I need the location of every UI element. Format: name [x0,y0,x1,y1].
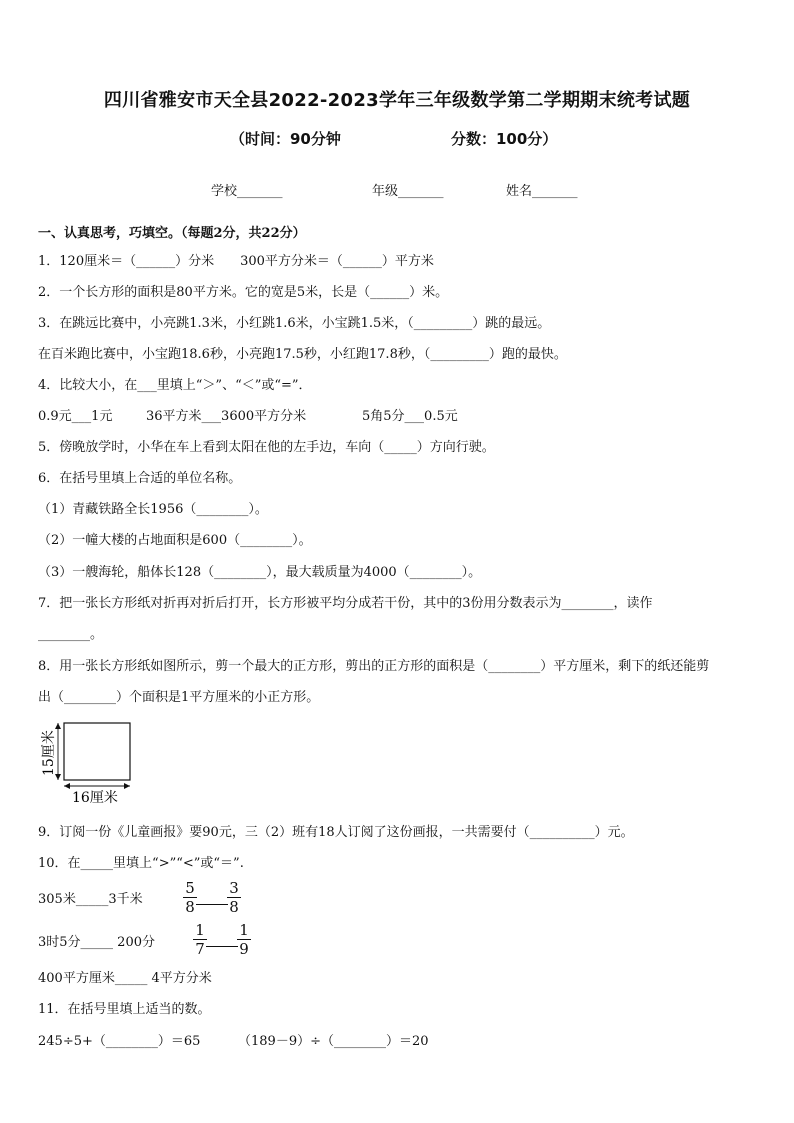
question-11a: 245÷5+（________）＝65 [38,1034,201,1049]
question-10: 10．在_____里填上“>”“<”或“＝”. [38,856,244,871]
question-9: 9．订阅一份《儿童画报》要90元，三（2）班有18人订阅了这份画报，一共需要付（__________）元。 [38,825,634,840]
question-4b: 36平方米___3600平方分米 [146,409,307,424]
question-2: 2．一个长方形的面积是80平方米。它的宽是5米，长是（______）米。 [38,285,449,300]
fraction-3-8 [227,879,241,916]
question-8a: 8．用一张长方形纸如图所示，剪一个最大的正方形，剪出的正方形的面积是（________）平方厘米，剩下的纸还能剪 [38,659,710,674]
fraction-1-7 [193,921,207,958]
fraction-denominator: 9 [239,940,249,958]
fraction-1-9 [237,921,251,958]
width-label: 16厘米 [72,790,118,806]
question-11: 11．在括号里填上适当的数。 [38,1002,211,1017]
fraction-numerator: 3 [229,879,239,897]
question-7a: 7．把一张长方形纸对折再对折后打开，长方形被平均分成若干份，其中的3份用分数表示为________，读作 [38,596,653,611]
fraction-denominator: 8 [185,898,195,916]
question-6c: （3）一艘海轮，船体长128（________），最大载质量为4000（________）。 [38,565,482,580]
question-4c: 5角5分___0.5元 [362,409,458,424]
question-4a: 0.9元___1元 [38,409,113,424]
fraction-5-8 [183,879,197,916]
rectangle-figure [38,718,138,808]
question-6a: （1）青藏铁路全长1956（________）。 [38,502,268,517]
question-6b: （2）一幢大楼的占地面积是600（________）。 [38,533,312,548]
height-label: 15厘米 [41,730,57,776]
question-10a: 305米_____3千米 [38,892,143,907]
exam-title: 四川省雅安市天全县2022-2023学年三年级数学第二学期期末统考试题 [103,90,691,111]
fraction-numerator: 1 [195,921,205,939]
question-1: 1．120厘米＝（______）分米 300平方分米＝（______）平方米 [38,254,434,269]
fraction-denominator: 8 [229,898,239,916]
school-field[interactable]: 学校_______ [211,184,283,199]
question-10b: 3时5分_____ 200分 [38,935,155,950]
question-7b: ________。 [38,627,104,642]
question-8b: 出（________）个面积是1平方厘米的小正方形。 [38,690,320,705]
comparison-blank[interactable] [206,946,238,947]
exam-time: （时间：90分钟 [230,130,341,148]
fraction-numerator: 1 [239,921,249,939]
exam-score: 分数：100分） [451,130,558,148]
comparison-blank[interactable] [196,904,228,905]
question-5: 5．傍晚放学时，小华在车上看到太阳在他的左手边，车向（_____）方向行驶。 [38,440,495,455]
question-10c: 400平方厘米_____ 4平方分米 [38,971,212,986]
fraction-numerator: 5 [185,879,195,897]
question-6: 6．在括号里填上合适的单位名称。 [38,471,242,486]
fraction-denominator: 7 [195,940,205,958]
grade-field[interactable]: 年级_______ [372,184,444,199]
question-3b: 在百米跑比赛中，小宝跑18.6秒，小亮跑17.5秒，小红跑17.8秒，（_________）跑的最快。 [38,347,567,362]
name-field[interactable]: 姓名_______ [506,184,578,199]
question-11b: （189－9）÷（________）＝20 [238,1034,429,1049]
question-3a: 3．在跳远比赛中，小亮跳1.3米，小红跳1.6米，小宝跳1.5米，（_________）跳的最远。 [38,316,551,331]
section-heading: 一、认真思考，巧填空。（每题2分，共22分） [38,226,306,241]
question-4: 4．比较大小，在___里填上“＞”、“＜”或“=”． [38,378,312,393]
